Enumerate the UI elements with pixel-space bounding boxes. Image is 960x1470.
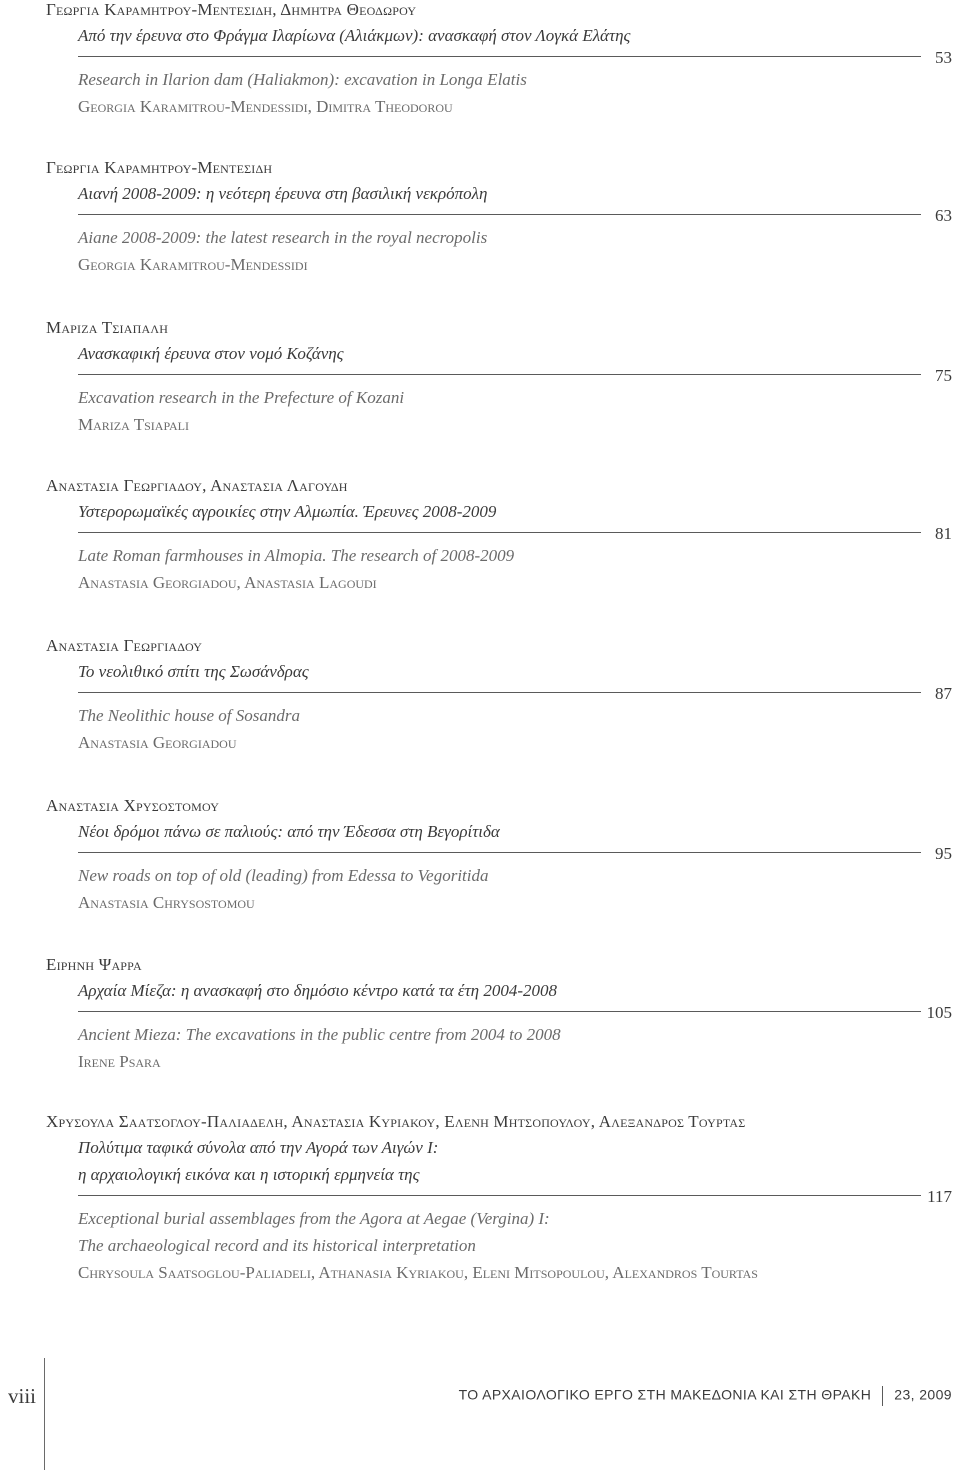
page-number[interactable]: 95 (935, 844, 952, 863)
page-number[interactable]: 53 (935, 48, 952, 67)
entry-rule (78, 532, 921, 533)
title-english: The Neolithic house of Sosandra (78, 706, 300, 725)
title-english: Exceptional burial assemblages from the Agora at Aegae (Vergina) I: (78, 1209, 550, 1228)
authors-english: Anastasia Georgiadou (78, 733, 237, 752)
entry-rule (78, 1011, 921, 1012)
entry-rule (78, 374, 921, 375)
title-greek: Αρχαία Μίεζα: η ανασκαφή στο δημόσιο κέντρο κατά τα έτη 2004-2008 (78, 981, 558, 1000)
footer-vertical-rule (44, 1358, 45, 1470)
entry-rule (78, 1195, 921, 1196)
page-number[interactable]: 81 (935, 524, 952, 543)
authors-greek: Χρυσουλα Σααtσογλου-Παλιαδελη, Αναστασια Κυριακου, Ελενη Μητσοπουλου, Αλεξανδρος Τουρτας (46, 1112, 746, 1131)
title-greek: Το νεολιθικό σπίτι της Σωσάνδρας (78, 662, 309, 681)
page-number[interactable]: 63 (935, 206, 952, 225)
title-greek: Αιανή 2008-2009: η νεότερη έρευνα στη βασιλική νεκρόπολη (78, 184, 488, 203)
entry-rule (78, 214, 921, 215)
footer-separator (882, 1386, 883, 1406)
journal-volume: 23, 2009 (894, 1386, 952, 1403)
title-greek: Νέοι δρόμοι πάνω σε παλιούς: από την Έδεσσα στη Βεγορίτιδα (78, 822, 500, 841)
running-footer (459, 1386, 952, 1406)
title-greek: Υστερορωμαϊκές αγροικίες στην Αλμωπία. Έρευνες 2008-2009 (78, 502, 497, 521)
authors-greek: Ειρηνη Ψαρρα (46, 955, 142, 974)
entry-rule (78, 692, 921, 693)
title-greek: Ανασκαφική έρευνα στον νομό Κοζάνης (78, 344, 344, 363)
authors-english: Anastasia Chrysostomou (78, 893, 255, 912)
journal-title: ΤΟ ΑΡΧΑΙΟΛΟΓΙΚΟ ΕΡΓΟ ΣΤΗ ΜΑΚΕΔΟΝΙΑ ΚΑΙ ΣΤΗ ΘΡΑΚΗ (458, 1386, 872, 1403)
authors-english: Irene Psara (78, 1052, 161, 1071)
page-number[interactable]: 75 (935, 366, 952, 385)
authors-english: Chrysoula Saatsoglou-Paliadeli, Athanasia Kyriakou, Eleni Mitsopoulou, Alexandros Tourtas (78, 1263, 758, 1282)
authors-greek: Γεωργια Καραμητρου-Μεντεσιδη (46, 158, 273, 177)
authors-greek: Αναστασια Γεωργιαδου (46, 636, 203, 655)
title-greek: Πολύτιμα ταφικά σύνολα από την Αγορά των Αιγών Ι: (78, 1138, 439, 1157)
title-greek: η αρχαιολογική εικόνα και η ιστορική ερμηνεία της (78, 1165, 420, 1184)
title-greek: Από την έρευνα στο Φράγμα Ιλαρίωνα (Αλιάκμων): ανασκαφή στον Λογκά Ελάτης (78, 26, 631, 45)
title-english: The archaeological record and its historical interpretation (78, 1236, 476, 1255)
entry-rule (78, 56, 921, 57)
page-number[interactable]: 105 (926, 1003, 952, 1022)
page-number[interactable]: 87 (935, 684, 952, 703)
authors-english: Georgia Karamitrou-Mendessidi (78, 255, 308, 274)
authors-greek: Γεωργια Καραμητρου-Μεντεσιδη, Δημητρα Θεοδωρου (46, 0, 417, 19)
title-english: Excavation research in the Prefecture of Kozani (78, 388, 405, 407)
entry-rule (78, 852, 921, 853)
authors-english: Mariza Tsiapali (78, 415, 190, 434)
title-english: Research in Ilarion dam (Haliakmon): excavation in Longa Elatis (78, 70, 527, 89)
authors-greek: Αναστασια Χρυσοστομου (46, 796, 220, 815)
title-english: New roads on top of old (leading) from Edessa to Vegoritida (78, 866, 489, 885)
title-english: Aiane 2008-2009: the latest research in the royal necropolis (78, 228, 488, 247)
page-number[interactable]: 117 (927, 1187, 952, 1206)
authors-greek: Αναστασια Γεωργιαδου, Αναστασια Λαγουδη (46, 476, 348, 495)
authors-english: Anastasia Georgiadou, Anastasia Lagoudi (78, 573, 377, 592)
authors-greek: Μαριζα Τσιαπαλη (46, 318, 169, 337)
title-english: Late Roman farmhouses in Almopia. The research of 2008-2009 (78, 546, 515, 565)
authors-english: Georgia Karamitrou-Mendessidi, Dimitra Theodorou (78, 97, 453, 116)
title-english: Ancient Mieza: The excavations in the public centre from 2004 to 2008 (78, 1025, 561, 1044)
page-folio: viii (7, 1384, 36, 1408)
